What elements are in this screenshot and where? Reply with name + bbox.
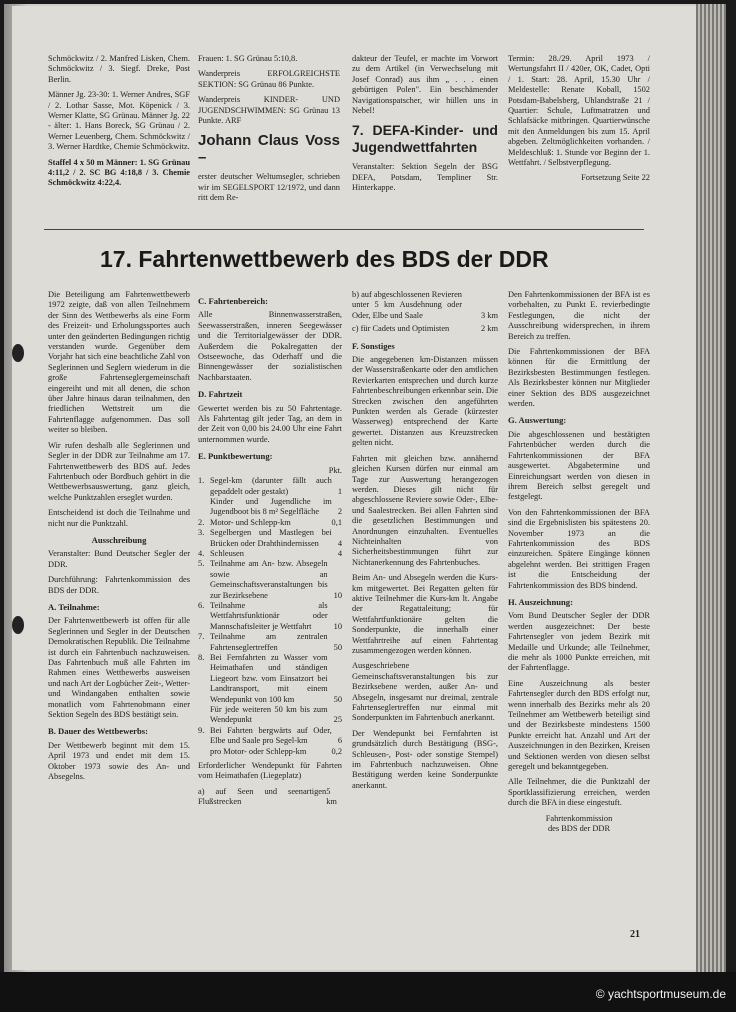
points-row: [198, 705, 342, 726]
points-column-label: Pkt.: [328, 465, 342, 475]
points-item-number: 3.: [198, 528, 205, 538]
top-column-3: [352, 54, 498, 199]
section-heading: H. Auszeichnung:: [508, 596, 573, 607]
text-paragraph: Die Beteiligung am Fahrtenwettbewerb 1972 zeigte, daß von allen Teilnehmern der Sinn des Wettbewerbs als eine Form des Freizeit- und Erholungssportes auch unter den geänderten Bedingungen richtig verstanden wurde. Gegenüber dem Vorjahr hat sich eine beachtliche Zahl von Seglerinnen und Seglern wiederum in die große Fahrtenseglergemeinschaft eingereiht und mit all denen, die schon über Jahre hinaus daran teilnahmen, den friedlichen Wettstreit um die Fahrtenflagge aufgenommen. Das soll weiter so bleiben.: [48, 290, 190, 435]
text-paragraph: Fahrten mit gleichen bzw. annähernd gleichen Kursen dürfen nur einmal am Tage zur Auswertung herangezogen werden. Dieses gilt nicht für abgeschlossene Reviere sowie Oder-, Elbe- und Saalestrecken. Bei allen Fahrten sind die gesetzlichen Bestimmungen und Anordnungen einzuhalten. Eventuelles Nichteinhalten von Sicherheitsbestimmungen führt zur Nichtanerkennung des Fahrtenbuches.: [352, 453, 498, 567]
text-paragraph: Ausgeschriebene Gemeinschaftsveranstaltungen bis zur Bezirksebene werden, außer An- und Absegeln, insgesamt nur dreimal, zentrale Fahrtenseglertreffen nur einmal mit Sonderpunkten im Fahrtenbuch anerkannt.: [352, 661, 498, 723]
points-item-number: [198, 497, 210, 518]
points-item-value: 6: [337, 736, 342, 746]
divider: [44, 229, 644, 230]
points-row: [198, 747, 342, 757]
points-list: [198, 476, 342, 757]
text-paragraph: Den Fahrtenkommissionen der BFA ist es vorbehalten, zu Punkt E. revierbedingte Festlegungen, die nicht der Ausschreibung widersprechen, in ihrem Bereich zu treffen.: [508, 290, 650, 341]
wendepunkt-value: 2 km: [481, 324, 498, 334]
points-item-number: 9.: [198, 725, 205, 735]
points-item-value: 50: [333, 642, 342, 652]
text-paragraph: Eine Auszeichnung als bester Fahrtensegler durch den BDS erfolgt nur, wenn innerhalb des Bezirks mehr als 20 Teilnehmer am Wettbewerb beteiligt sind und der Bezirksbeste mindestens 1500 Punkte erreicht hat. Anzahl und Art der Auszeichnungen in den Bezirken, Kreisen und Sektionen werden von diesen selbst geregelt und bekanntgegeben.: [508, 678, 650, 772]
section-heading: F. Sonstiges: [352, 340, 395, 351]
text-paragraph: Gewertet werden bis zu 50 Fahrtentage. Als Fahrtentag gilt jeder Tag, an dem in der Zeit von 0,00 bis 24.00 Uhr eine Fahrt unternommen wurde.: [198, 403, 342, 444]
points-row: [198, 549, 342, 559]
section-heading: Johann Claus Voss –: [198, 132, 340, 167]
section-heading: A. Teilnahme:: [48, 601, 100, 612]
text-paragraph: Frauen: 1. SG Grünau 5:10,8.: [198, 54, 298, 63]
points-row: [198, 518, 342, 528]
points-item-number: 1.: [198, 476, 205, 486]
page-stack-edge: [696, 4, 726, 972]
signature-line: Fahrtenkommission: [545, 813, 613, 823]
points-item-text: Teilnahme am zentralen Fahrtenseglertreffen: [210, 632, 328, 652]
text-paragraph: Alle Binnenwasserstraßen, Seewasserstraßen, inneren Seegewässer und die Territorialgewässer der DDR. Außerdem die Pokalregatten der Ostseewoche, das Oderhaff und die Binnengewässer der sozialistischen Nachbarstaaten.: [198, 310, 342, 382]
points-item-text: Teilnahme als Wettfahrtsfunktionär oder Mannschaftsleiter je Wettfahrt: [210, 600, 328, 631]
article-column-3: [352, 290, 498, 796]
signature-line: des BDS der DDR: [547, 824, 611, 834]
points-row: [198, 632, 342, 653]
section-heading: 7. DEFA-Kinder- und Jugendwettfahrten: [352, 122, 498, 156]
text-paragraph: Termin: 28./29. April 1973 / Wertungsfahrt II / 420er, OK, Cadet, Opti / 1. Start: 28. April, 15.30 Uhr / Meldestelle: Renate Koball, 1502 Potsdam-Babelsberg, Uhlandstraße 21 / Quartier: Schule, Luftmatratzen und Schlafsäcke mitbringen. Quartierwünsche mit den Anmeldungen bis zum 15. April abgeben. Zeltmöglichkeiten vorhanden. / Meldeschluß: 1. Stunde vor Beginn der 1. Wettfahrt. / Selbstverpflegung.: [508, 54, 650, 168]
wendepunkt-row: [352, 290, 498, 321]
points-item-value: 0,2: [331, 746, 342, 756]
watermark: © yachtsportmuseum.de: [595, 987, 726, 1001]
points-item-number: 4.: [198, 548, 205, 558]
points-item-text: Bei Fahrten bergwärts auf Oder, Elbe und Saale pro Segel-km: [210, 725, 332, 746]
continuation-note: Fortsetzung Seite 22: [581, 173, 650, 183]
points-row: [198, 528, 342, 549]
text-paragraph: Beim An- und Absegeln werden die Kurs-km mitgewertet. Bei Regatten gelten für aktive Teilnehmer die Kurs-km lt. Angabe der Regattaleitung; für Wettfahrtfunktionäre gelten die Sonderpunkte, die innerhalb einer Wettfahrtreihe auf einen Fahrtentag zusammengezogen werden können.: [352, 573, 498, 655]
points-item-value: 10: [333, 590, 342, 600]
points-item-value: 4: [337, 538, 342, 548]
wendepunkt-row: [352, 324, 498, 334]
top-column-1: [48, 54, 190, 194]
points-item-text: Bei Fernfahrten zu Wasser vom Heimathafen und ständigen Liegeort bzw. vom Einsatzort bei Landtransport, mit einem Wendepunkt von 100 km: [210, 653, 328, 704]
points-item-text: Schleusen: [210, 548, 244, 558]
points-item-number: 2.: [198, 517, 205, 527]
wendepunkt-value: 5 km: [326, 786, 337, 807]
page-number: 21: [630, 929, 640, 940]
points-item-text: Teilnahme am An- bzw. Absegeln sowie an Gemeinschaftsveranstaltungen bis zur Bezirksebene: [210, 559, 328, 600]
wendepunkt-row: [198, 787, 342, 808]
points-item-text: Für jede weiteren 50 km bis zum Wendepunkt: [210, 705, 328, 725]
top-column-4: [508, 54, 650, 189]
points-item-number: 5.: [198, 559, 205, 569]
points-row: [198, 653, 342, 705]
points-item-text: Segel-km (darunter fällt auch gepaddelt oder gestakt): [210, 476, 332, 496]
points-item-number: 7.: [198, 632, 205, 642]
points-item-number: 8.: [198, 653, 205, 662]
text-paragraph: Männer Jg. 23-30: 1. Werner Andres, SGF / 2. Lothar Sasse, Mot. Köpenick / 3. Werner Klatte, SG Grünau. Männer Jg. 22 - älter: 1. Hans Boreck, SG Grünau / 2. Werner Leuenberg, Chem. Schmöckwitz / 3. Werner Hardtke, Chemie Schmöckwitz.: [48, 90, 190, 152]
punch-hole: [12, 344, 24, 362]
wendepunkt-label: b) auf abgeschlossenen Revieren unter 5 km Ausdehnung oder Oder, Elbe und Saale: [352, 290, 462, 320]
points-item-number: [198, 705, 210, 726]
text-paragraph: Wanderpreis ERFOLGREICHSTE SEKTION: SG Grünau 86 Punkte.: [198, 69, 340, 89]
points-item-text: Segelbergen und Mastlegen bei Brücken oder Drahthindernissen: [210, 528, 332, 548]
text-paragraph: Der Fahrtenwettbewerb ist offen für alle Seglerinnen und Segler in der Deutschen Demokratischen Republik. Die Teilnahme ist durch ein Fahrtenbuch nachzuweisen. Das Fahrtenbuch muß alle Fahrten im Rahmen eines Wettbewerbs ausweisen und nach Art der Logbücher Zeit-, Wetter- und Windangaben enthalten sowie monatlich vom Fahrtenobmann einer Sektion Segeln des BDS bestätigt sein.: [48, 616, 190, 720]
section-heading: D. Fahrtzeit: [198, 389, 243, 400]
text-paragraph: Schmöckwitz / 2. Manfred Lisken, Chem. Schmöckwitz / 3. Siegf. Dreke, Post Berlin.: [48, 54, 190, 84]
text-paragraph: Wir rufen deshalb alle Seglerinnen und Segler in der DDR zur Teilnahme am 17. Fahrtenwettbewerb des BDS auf. Jedes Fahrtenbuch oder Bordbuch gehört in die Wettbewerbsauswertung, ganz gleich, welche Punktzahlen erseglet wurden.: [48, 440, 190, 502]
article-column-1: [48, 290, 190, 787]
article-column-4: [508, 290, 650, 835]
section-heading: E. Punktbewertung:: [198, 451, 273, 462]
wendepunkt-value: 3 km: [481, 310, 498, 320]
text-paragraph: erster deutscher Weltumsegler, schrieben wir im SEGELSPORT 12/1972, und dann ritt dem Re-: [198, 172, 340, 203]
text-paragraph: Veranstalter: Bund Deutscher Segler der DDR.: [48, 549, 190, 569]
points-item-number: 6.: [198, 600, 205, 610]
text-paragraph: Die abgeschlossenen und bestätigten Fahrtenbücher werden durch die Fahrtenkommissionen der BFA ausgewertet. Abgabetermine und Einreichungsart werden von diesen in ihrem Bereich selbst geregelt und festgelegt.: [508, 429, 650, 502]
points-item-text: Motor- und Schlepp-km: [210, 517, 291, 527]
text-paragraph: Durchführung: Fahrtenkommission des BDS der DDR.: [48, 575, 190, 595]
points-item-value: 2: [337, 507, 342, 517]
section-heading: C. Fahrtenbereich:: [198, 296, 269, 306]
text-paragraph: Alle Teilnehmer, die die Punktzahl der Sportklassifizierung erreichen, werden durch die BFA in diese eingestuft.: [508, 777, 650, 808]
wendepunkt-label: a) auf Seen und seenartigen Flußstrecken: [198, 786, 327, 807]
text-paragraph: Wanderpreis KINDER- UND JUGENDSCHWIMMEN: SG Grünau 13 Punkte. ARF: [198, 95, 340, 126]
points-row: [198, 601, 342, 632]
text-paragraph: Von den Fahrtenkommissionen der BFA sind die Ergebnislisten bis spätestens 20. November 1973 an die Fahrtenkommission des BDS einzureichen. Spätere Eingänge können abgelehnt werden. Bei strittigen Fragen ist die Entscheidung der Fahrtenkommission des BDS bindend.: [508, 507, 650, 590]
points-item-text: Kinder und Jugendliche im Jugendboot bis 8 m² Segelfläche: [210, 496, 332, 517]
points-item-value: 1: [337, 486, 342, 496]
points-item-value: 0,1: [331, 517, 342, 527]
punch-hole: [12, 616, 24, 634]
points-item-number: [198, 747, 210, 757]
text-paragraph: Der Wendepunkt bei Fernfahrten ist grundsätzlich durch Bestätigung (BSG-, Schleusen-, Post- oder sonstige Stempel) im Fahrtenbuch nachzuweisen. Ohne Bestätigung werden keine Sonderpunkte anerkannt.: [352, 728, 498, 790]
points-row: [198, 476, 342, 497]
section-heading: B. Dauer des Wettbewerbs:: [48, 726, 148, 737]
points-item-value: 10: [333, 621, 342, 631]
text-paragraph: Entscheidend ist doch die Teilnahme und nicht nur die Punktzahl.: [48, 508, 190, 528]
text-paragraph: Die Fahrtenkommissionen der BFA können für die Ermittlung der Bezirksbesten Bestimmungen festlegen. Als Bezirksbester können nur Mitglieder einer Sektion des BDS ausgezeichnet werden.: [508, 347, 650, 409]
points-row: [198, 726, 342, 747]
text-paragraph: Veranstalter: Sektion Segeln der BSG DEFA, Potsdam, Templiner Str. Hinterkappe.: [352, 162, 498, 193]
section-heading: G. Auswertung:: [508, 415, 567, 426]
points-item-text: pro Motor- oder Schlepp-km: [210, 746, 307, 756]
points-item-value: 25: [333, 715, 342, 725]
points-row: [198, 559, 342, 601]
top-column-2: [198, 54, 340, 209]
points-item-value: 50: [333, 694, 342, 704]
points-row: [198, 497, 342, 518]
text-paragraph: Staffel 4 x 50 m Männer: 1. SG Grünau 4:11,2 / 2. SC BG 4:18,8 / 3. Chemie Schmöckwitz 4:22,4.: [48, 157, 190, 188]
points-item-value: 4: [337, 548, 342, 558]
section-heading: Ausschreibung: [91, 534, 147, 545]
text-paragraph: Die angegebenen km-Distanzen müssen der Wasserstraßenkarte oder den amtlichen Revierkarten entsprechen und durch kurze Fahrtenbeschreibungen erkennbar sein. Die Strecken zwischen den angeführten Punkten werden als Gerade (kürzester Wasserweg) entsprechend der Karte gewertet. Distanzen aus Kreuzstrecken gelten nicht.: [352, 355, 498, 448]
text-paragraph: Erforderlicher Wendepunkt für Fahrten vom Heimathafen (Liegeplatz): [198, 761, 342, 781]
text-paragraph: dakteur der Teufel, er machte im Vorwort zu dem Artikel (in Verwechselung mit Josef Conrad) aus ihm „ . . . einen gebürtigen Polen". Ein beschämender Navigationspatscher, wir hüllen uns in Nebel!: [352, 54, 498, 116]
wendepunkt-label: c) für Cadets und Optimisten: [352, 324, 450, 334]
text-paragraph: Vom Bund Deutscher Segler der DDR werden ausgezeichnet: Der beste Fahrtensegler von jedem Bezirk mit Medaille und Urkunde; alle Teilnehmer, die mehr als 1000 Punkte erreichen, mit der Fahrtenflagge.: [508, 611, 650, 673]
text-paragraph: Der Wettbewerb beginnt mit dem 15. April 1973 und endet mit dem 15. Oktober 1973 sowie des An- und Absegelns.: [48, 740, 190, 782]
article-column-2: [198, 290, 342, 808]
article-title: 17. Fahrtenwettbewerb des BDS der DDR: [100, 246, 549, 272]
